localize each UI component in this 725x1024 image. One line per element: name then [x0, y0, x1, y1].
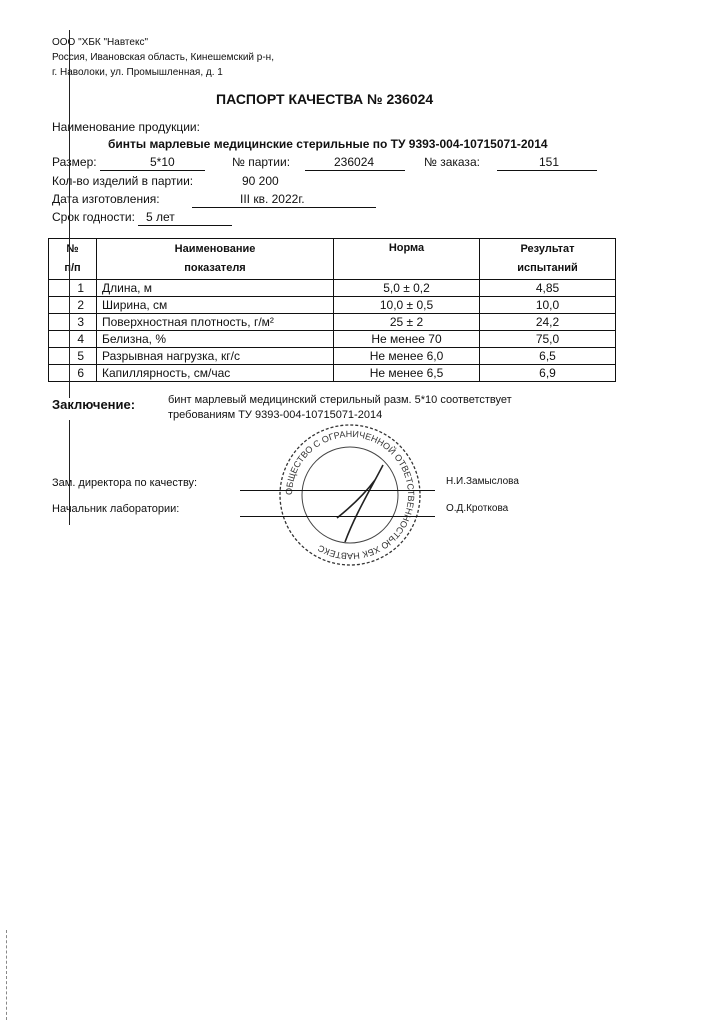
row-result: 24,2 — [480, 314, 616, 331]
batch-value: 236024 — [334, 155, 375, 169]
product-value: бинты марлевые медицинские стерильные по ТУ 9393-004-10715071-2014 — [108, 137, 548, 151]
conclusion-line2: требованиям ТУ 9393-004-10715071-2014 — [168, 409, 383, 421]
lab-signature-line — [240, 516, 435, 517]
row-name: Поверхностная плотность, г/м² — [97, 314, 334, 331]
row-num: 4 — [49, 331, 97, 348]
company-name: ООО "ХБК "Навтекс" — [52, 37, 148, 48]
table-header-row — [49, 239, 616, 280]
header-result-line2: испытаний — [517, 262, 578, 274]
row-num: 2 — [49, 297, 97, 314]
row-norm: Не менее 6,0 — [334, 348, 480, 365]
size-label: Размер: — [52, 155, 97, 169]
stamp-ring-text: ОБЩЕСТВО С ОГРАНИЧЕННОЙ ОТВЕТСТВЕННОСТЬЮ ХБК НАВТЕКС — [283, 428, 417, 562]
row-num: 3 — [49, 314, 97, 331]
quality-table — [48, 238, 616, 382]
order-label: № заказа: — [424, 155, 480, 169]
row-result: 4,85 — [480, 280, 616, 297]
table-row — [49, 297, 616, 314]
conclusion-line1: бинт марлевый медицинский стерильный разм. 5*10 соответствует — [168, 394, 512, 406]
lab-head-name: О.Д.Кроткова — [446, 503, 509, 514]
quantity-value: 90 200 — [242, 174, 279, 188]
table-row — [49, 314, 616, 331]
table-row — [49, 365, 616, 382]
size-underline — [100, 170, 205, 171]
header-norm-label: Норма — [388, 242, 425, 254]
table-row — [49, 280, 616, 297]
row-name: Разрывная нагрузка, кг/с — [97, 348, 334, 365]
size-value: 5*10 — [150, 155, 175, 169]
row-norm: 5,0 ± 0,2 — [334, 280, 480, 297]
row-norm: 25 ± 2 — [334, 314, 480, 331]
signature-mark — [337, 465, 383, 542]
order-underline — [497, 170, 597, 171]
shelf-life-value: 5 лет — [146, 210, 175, 224]
table-row — [49, 348, 616, 365]
company-address-line1: Россия, Ивановская область, Кинешемский р-н, — [52, 52, 274, 63]
row-norm: 10,0 ± 0,5 — [334, 297, 480, 314]
row-name: Белизна, % — [97, 331, 334, 348]
scan-edge-line — [6, 930, 7, 1020]
shelf-life-underline — [138, 225, 232, 226]
row-num: 1 — [49, 280, 97, 297]
row-norm: Не менее 6,5 — [334, 365, 480, 382]
header-name — [97, 239, 334, 280]
company-address-line2: г. Наволоки, ул. Промышленная, д. 1 — [52, 67, 223, 78]
row-name: Длина, м — [97, 280, 334, 297]
row-result: 10,0 — [480, 297, 616, 314]
header-norm — [334, 239, 480, 280]
product-label: Наименование продукции: — [52, 120, 200, 134]
header-num-line1: № — [66, 243, 79, 255]
deputy-director-name: Н.И.Замыслова — [446, 476, 519, 487]
quantity-label: Кол-во изделий в партии: — [52, 174, 194, 188]
row-result: 75,0 — [480, 331, 616, 348]
row-name: Ширина, см — [97, 297, 334, 314]
row-result: 6,5 — [480, 348, 616, 365]
header-num-line2: п/п — [64, 262, 81, 274]
header-result — [480, 239, 616, 280]
date-underline — [192, 207, 376, 208]
scan-artifact-line — [69, 30, 70, 398]
batch-label: № партии: — [232, 155, 291, 169]
table-row — [49, 331, 616, 348]
stamp-outer-ring — [280, 425, 420, 565]
row-num: 5 — [49, 348, 97, 365]
row-name: Капиллярность, см/час — [97, 365, 334, 382]
header-result-line1: Результат — [520, 243, 575, 255]
conclusion-label: Заключение: — [52, 397, 136, 412]
deputy-signature-line — [240, 490, 435, 491]
shelf-life-label: Срок годности: — [52, 210, 135, 224]
header-name-line2: показателя — [184, 262, 246, 274]
manufacture-date-value: III кв. 2022г. — [240, 192, 305, 206]
deputy-director-label: Зам. директора по качеству: — [52, 477, 198, 489]
row-norm: Не менее 70 — [334, 331, 480, 348]
order-value: 151 — [539, 155, 560, 169]
scan-artifact-line-lower — [69, 420, 70, 525]
header-num — [49, 239, 97, 280]
row-result: 6,9 — [480, 365, 616, 382]
manufacture-date-label: Дата изготовления: — [52, 192, 160, 206]
row-num: 6 — [49, 365, 97, 382]
company-stamp — [275, 420, 425, 570]
header-name-line1: Наименование — [174, 243, 256, 255]
lab-head-label: Начальник лаборатории: — [52, 503, 180, 515]
batch-underline — [305, 170, 405, 171]
document-title: ПАСПОРТ КАЧЕСТВА № 236024 — [216, 91, 434, 107]
